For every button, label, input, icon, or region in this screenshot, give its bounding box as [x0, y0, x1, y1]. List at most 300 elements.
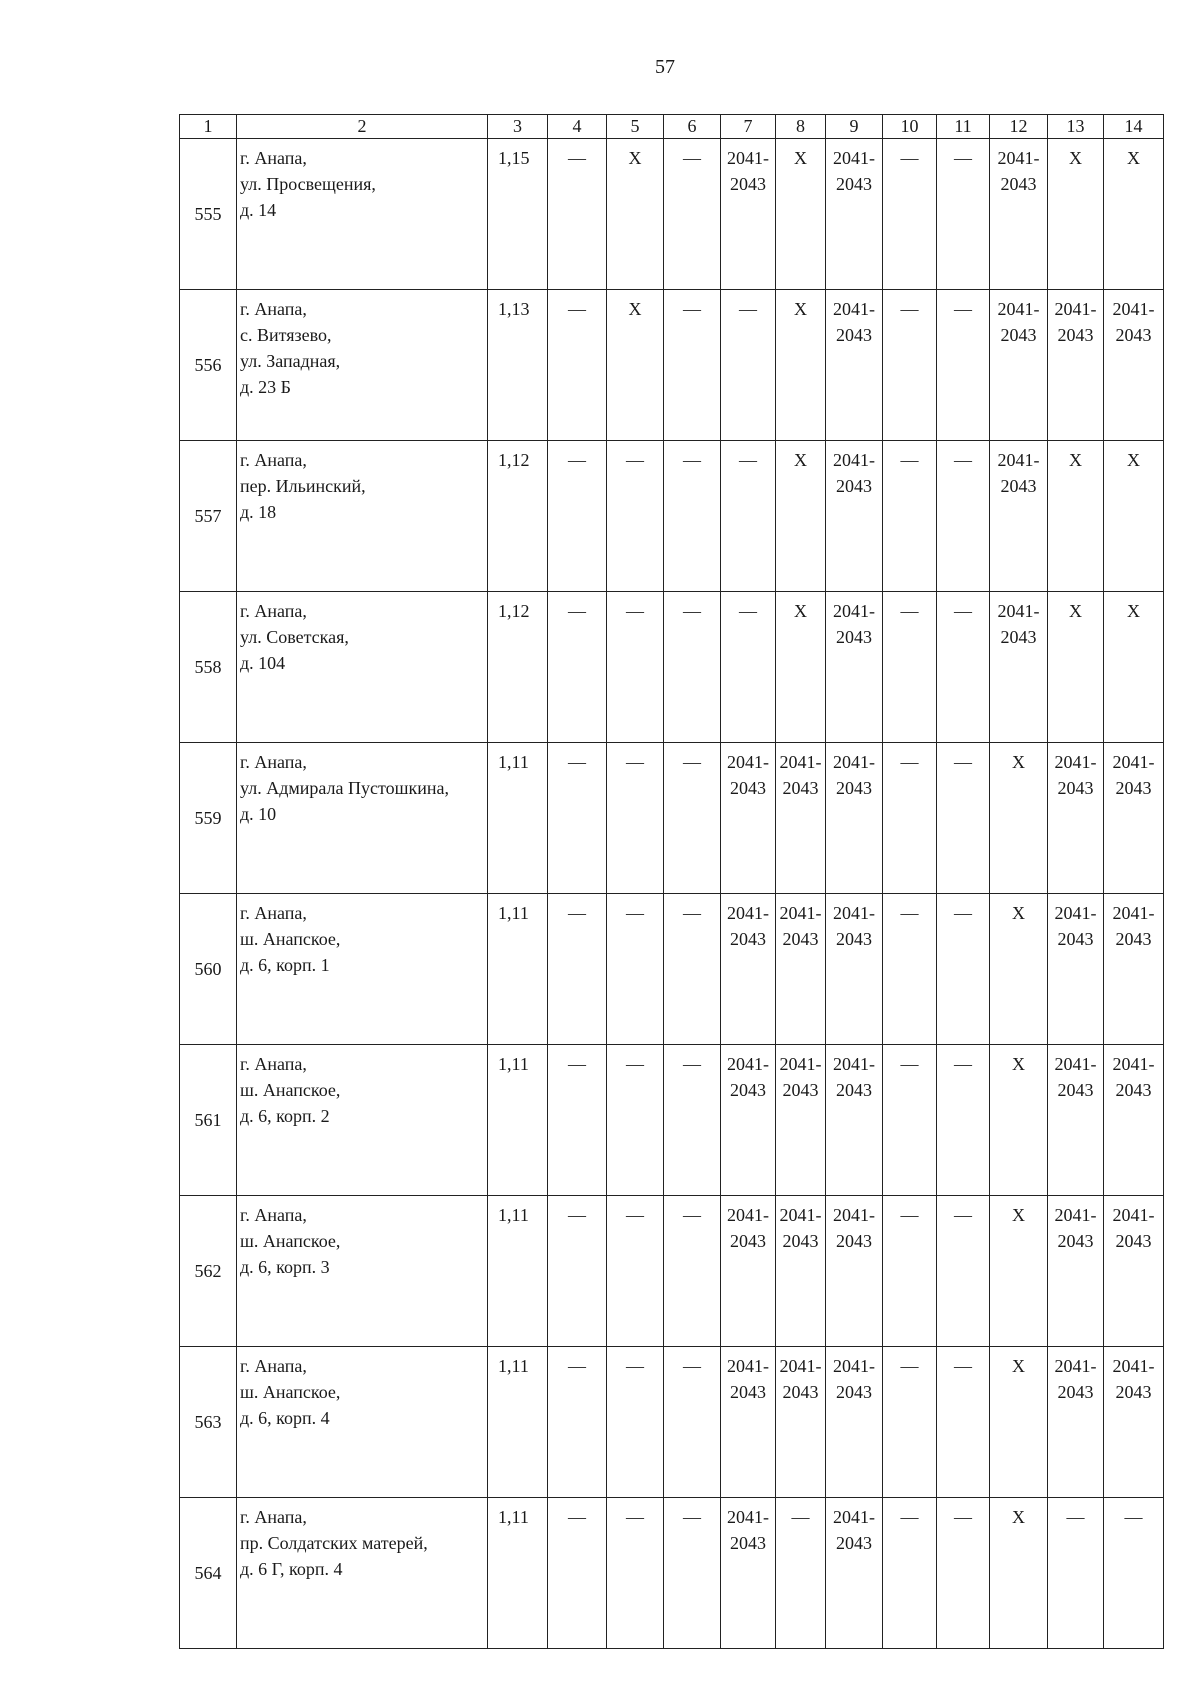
address-cell [237, 1498, 488, 1649]
value-text: — [900, 1356, 919, 1376]
address-cell [237, 441, 488, 592]
value-text: 2041- [1112, 1356, 1155, 1376]
value-cell [776, 1196, 826, 1347]
rate-cell: 1,11 [488, 1498, 548, 1649]
value-cell [548, 1045, 607, 1196]
value-text: 2043 [836, 627, 872, 647]
value-text: 2041- [1112, 299, 1155, 319]
header-cell: 8 [776, 115, 826, 139]
value-text: 2041- [833, 752, 875, 772]
value-cell [548, 441, 607, 592]
value-text: X [1127, 148, 1140, 168]
value-text: — [900, 1054, 919, 1074]
value-text: 2041- [1112, 1054, 1155, 1074]
value-cell [937, 139, 990, 290]
value-text: — [954, 752, 972, 772]
address-line: д. 23 Б [240, 377, 291, 397]
value-cell [883, 1498, 937, 1649]
value-text: 2041- [779, 752, 822, 772]
value-text: 2043 [1115, 1382, 1152, 1402]
value-text: 2041- [727, 752, 769, 772]
value-cell [826, 743, 883, 894]
value-cell [826, 139, 883, 290]
value-text: — [568, 1054, 586, 1074]
value-text: — [626, 1205, 644, 1225]
value-text: — [900, 752, 919, 772]
address-line: г. Анапа, [240, 299, 307, 319]
value-cell [607, 1045, 664, 1196]
value-text: — [626, 1054, 644, 1074]
rate-cell: 1,12 [488, 592, 548, 743]
address-cell [237, 290, 488, 441]
value-text: 2041- [833, 601, 875, 621]
table-row [180, 139, 1164, 290]
address-line: ш. Анапское, [240, 1382, 341, 1402]
address-line: г. Анапа, [240, 1356, 307, 1376]
value-text: 2043 [782, 1382, 819, 1402]
value-text: 2043 [1115, 1080, 1152, 1100]
value-text: — [626, 1356, 644, 1376]
rate-cell: 1,13 [488, 290, 548, 441]
value-text: — [568, 903, 586, 923]
value-cell [664, 743, 721, 894]
value-cell [1048, 1498, 1104, 1649]
value-text: — [568, 601, 586, 621]
value-cell [721, 441, 776, 592]
address-line: с. Витязево, [240, 325, 332, 345]
rate-cell: 1,12 [488, 441, 548, 592]
value-text: — [683, 1507, 701, 1527]
value-text: 2043 [730, 1231, 766, 1251]
value-cell [990, 1498, 1048, 1649]
value-cell [607, 743, 664, 894]
value-text: 2041- [1112, 903, 1155, 923]
rate-cell: 1,11 [488, 894, 548, 1045]
value-cell [883, 1045, 937, 1196]
value-cell [664, 1045, 721, 1196]
value-text: 2041- [727, 148, 769, 168]
value-cell [721, 1347, 776, 1498]
address-cell [237, 1045, 488, 1196]
value-text: — [683, 299, 701, 319]
value-text: — [900, 299, 919, 319]
value-text: 2043 [782, 1231, 819, 1251]
value-text: 2043 [836, 929, 872, 949]
value-text: X [628, 148, 642, 168]
value-cell [548, 139, 607, 290]
value-text: 2043 [782, 1080, 819, 1100]
value-text: 2043 [782, 778, 819, 798]
value-text: — [683, 1054, 701, 1074]
value-text: X [1012, 903, 1025, 923]
value-text: 2043 [836, 778, 872, 798]
header-cell: 10 [883, 115, 937, 139]
address-line: д. 6, корп. 3 [240, 1257, 330, 1277]
value-cell [826, 592, 883, 743]
address-line: д. 6, корп. 2 [240, 1106, 330, 1126]
value-cell [1048, 1045, 1104, 1196]
value-cell [776, 290, 826, 441]
value-text: 2043 [1000, 325, 1037, 345]
value-text: — [900, 903, 919, 923]
value-text: X [1069, 601, 1082, 621]
header-cell: 13 [1048, 115, 1104, 139]
value-text: — [683, 148, 701, 168]
address-cell [237, 592, 488, 743]
value-cell [721, 290, 776, 441]
value-cell [776, 894, 826, 1045]
address-line: г. Анапа, [240, 601, 307, 621]
value-cell [883, 1347, 937, 1498]
value-text: 2041- [727, 1507, 769, 1527]
value-cell [721, 1196, 776, 1347]
value-cell [883, 139, 937, 290]
rate-cell: 1,11 [488, 1196, 548, 1347]
address-line: г. Анапа, [240, 1054, 307, 1074]
value-text: 2041- [1054, 752, 1097, 772]
header-cell: 5 [607, 115, 664, 139]
value-cell [826, 1045, 883, 1196]
value-text: 2043 [836, 1533, 872, 1553]
value-cell [1104, 290, 1164, 441]
value-text: — [568, 1356, 586, 1376]
table-row [180, 743, 1164, 894]
value-text: 2041- [833, 1507, 875, 1527]
value-text: X [1012, 1054, 1025, 1074]
address-line: д. 6, корп. 1 [240, 955, 330, 975]
value-cell [607, 290, 664, 441]
value-cell [776, 441, 826, 592]
header-cell: 1 [180, 115, 237, 139]
table-row [180, 441, 1164, 592]
header-cell: 7 [721, 115, 776, 139]
value-text: 2043 [730, 929, 766, 949]
value-text: 2043 [1057, 1382, 1094, 1402]
value-text: 2043 [730, 1533, 766, 1553]
value-cell [1048, 1196, 1104, 1347]
value-text: 2043 [836, 174, 872, 194]
value-cell [776, 1045, 826, 1196]
address-line: д. 104 [240, 653, 286, 673]
value-cell [990, 441, 1048, 592]
value-cell [883, 290, 937, 441]
value-cell [990, 1045, 1048, 1196]
value-text: 2041- [1054, 903, 1097, 923]
value-cell [937, 592, 990, 743]
value-text: 2043 [1000, 174, 1037, 194]
value-text: — [683, 752, 701, 772]
value-cell [607, 894, 664, 1045]
value-text: — [900, 1205, 919, 1225]
value-cell [548, 1498, 607, 1649]
address-line: д. 6, корп. 4 [240, 1408, 330, 1428]
address-line: г. Анапа, [240, 1507, 307, 1527]
address-line: д. 18 [240, 502, 277, 522]
value-cell [990, 1196, 1048, 1347]
address-cell [237, 743, 488, 894]
value-text: 2041- [727, 1356, 769, 1376]
value-cell [937, 441, 990, 592]
value-text: — [954, 903, 972, 923]
header-cell: 2 [237, 115, 488, 139]
value-cell [937, 1498, 990, 1649]
value-text: 2043 [836, 325, 872, 345]
address-cell [237, 1347, 488, 1498]
value-text: — [626, 601, 644, 621]
value-text: — [568, 1507, 586, 1527]
header-cell: 6 [664, 115, 721, 139]
value-text: 2041- [833, 903, 875, 923]
value-text: 2043 [836, 1382, 872, 1402]
value-text: 2043 [1115, 1231, 1152, 1251]
value-cell [664, 441, 721, 592]
value-text: 2041- [727, 1205, 769, 1225]
table-row [180, 1196, 1164, 1347]
value-cell [1104, 1196, 1164, 1347]
header-cell: 3 [488, 115, 548, 139]
value-cell [548, 743, 607, 894]
address-line: г. Анапа, [240, 1205, 307, 1225]
value-text: — [954, 1205, 972, 1225]
value-cell [883, 1196, 937, 1347]
value-cell [776, 1347, 826, 1498]
value-text: X [1012, 1356, 1025, 1376]
value-cell [548, 1196, 607, 1347]
value-cell [937, 1347, 990, 1498]
value-text: 2043 [836, 1080, 872, 1100]
rate-cell: 1,11 [488, 743, 548, 894]
row-number: 556 [180, 290, 237, 441]
value-text: 2043 [730, 778, 766, 798]
value-text: 2043 [1000, 476, 1037, 496]
row-number: 563 [180, 1347, 237, 1498]
row-number: 555 [180, 139, 237, 290]
value-cell [937, 743, 990, 894]
value-cell [826, 894, 883, 1045]
address-line: ул. Просвещения, [240, 174, 376, 194]
address-line: ул. Адмирала Пустошкина, [240, 778, 449, 798]
row-number: 559 [180, 743, 237, 894]
value-cell [883, 441, 937, 592]
value-text: — [683, 450, 701, 470]
value-cell [664, 592, 721, 743]
value-text: 2041- [833, 299, 875, 319]
value-cell [607, 139, 664, 290]
value-cell [937, 1045, 990, 1196]
value-text: X [628, 299, 642, 319]
value-cell [1104, 592, 1164, 743]
value-cell [664, 894, 721, 1045]
address-line: д. 6 Г, корп. 4 [240, 1559, 343, 1579]
value-text: — [954, 1054, 972, 1074]
value-text: 2041- [997, 601, 1040, 621]
value-cell [607, 592, 664, 743]
address-line: ш. Анапское, [240, 929, 341, 949]
value-text: — [954, 1507, 972, 1527]
value-text: X [1069, 148, 1082, 168]
value-text: — [900, 1507, 919, 1527]
rate-cell: 1,11 [488, 1347, 548, 1498]
value-cell [721, 139, 776, 290]
value-text: — [683, 903, 701, 923]
value-cell [990, 1347, 1048, 1498]
table-row [180, 290, 1164, 441]
value-text: — [1124, 1507, 1143, 1527]
value-text: 2041- [1054, 299, 1097, 319]
value-cell [990, 290, 1048, 441]
value-text: 2043 [730, 1382, 766, 1402]
value-text: — [900, 148, 919, 168]
value-text: 2043 [1057, 1231, 1094, 1251]
address-cell [237, 894, 488, 1045]
value-text: X [1012, 1507, 1025, 1527]
value-text: 2043 [1115, 929, 1152, 949]
value-text: 2043 [836, 476, 872, 496]
value-cell [721, 1498, 776, 1649]
value-text: 2041- [727, 1054, 769, 1074]
value-cell [883, 894, 937, 1045]
value-cell [937, 894, 990, 1045]
value-text: 2043 [1115, 325, 1152, 345]
row-number: 564 [180, 1498, 237, 1649]
value-text: — [683, 1205, 701, 1225]
table-row [180, 592, 1164, 743]
value-cell [826, 1196, 883, 1347]
row-number: 560 [180, 894, 237, 1045]
value-cell [776, 592, 826, 743]
value-text: 2041- [779, 1205, 822, 1225]
row-number: 561 [180, 1045, 237, 1196]
value-text: 2041- [779, 1054, 822, 1074]
value-text: — [568, 450, 586, 470]
value-cell [826, 1498, 883, 1649]
address-line: г. Анапа, [240, 752, 307, 772]
value-text: 2043 [730, 1080, 766, 1100]
value-text: — [739, 450, 757, 470]
address-cell [237, 1196, 488, 1347]
address-line: д. 14 [240, 200, 277, 220]
value-cell [548, 290, 607, 441]
value-text: 2043 [1057, 325, 1094, 345]
value-cell [1048, 894, 1104, 1045]
header-cell: 14 [1104, 115, 1164, 139]
table-row [180, 894, 1164, 1045]
header-cell: 9 [826, 115, 883, 139]
value-cell [664, 1498, 721, 1649]
value-cell [990, 743, 1048, 894]
value-cell [664, 290, 721, 441]
value-cell [1104, 894, 1164, 1045]
address-line: г. Анапа, [240, 148, 307, 168]
table-row [180, 1347, 1164, 1498]
value-cell [1048, 592, 1104, 743]
address-line: д. 10 [240, 804, 277, 824]
value-text: — [739, 601, 757, 621]
value-text: 2043 [1057, 929, 1094, 949]
value-text: — [683, 601, 701, 621]
value-cell [721, 743, 776, 894]
address-line: пр. Солдатских матерей, [240, 1533, 428, 1553]
header-row [180, 115, 1164, 139]
value-text: — [626, 903, 644, 923]
address-cell [237, 139, 488, 290]
value-cell [607, 441, 664, 592]
value-text: — [1066, 1507, 1085, 1527]
header-cell: 11 [937, 115, 990, 139]
value-cell [1104, 743, 1164, 894]
value-cell [1048, 441, 1104, 592]
value-text: 2041- [997, 299, 1040, 319]
value-text: 2041- [1112, 1205, 1155, 1225]
value-text: 2041- [779, 1356, 822, 1376]
value-text: 2043 [836, 1231, 872, 1251]
value-text: — [900, 601, 919, 621]
value-cell [776, 743, 826, 894]
value-cell [664, 139, 721, 290]
value-text: — [954, 299, 972, 319]
value-text: — [568, 1205, 586, 1225]
value-text: X [794, 299, 807, 319]
row-number: 557 [180, 441, 237, 592]
value-text: 2041- [997, 450, 1040, 470]
value-text: X [1012, 752, 1025, 772]
value-cell [1104, 441, 1164, 592]
value-text: — [568, 148, 586, 168]
row-number: 562 [180, 1196, 237, 1347]
value-text: — [954, 601, 972, 621]
value-cell [721, 592, 776, 743]
value-text: 2043 [782, 929, 819, 949]
value-text: X [1012, 1205, 1025, 1225]
value-text: 2041- [833, 148, 875, 168]
value-cell [721, 1045, 776, 1196]
value-cell [990, 894, 1048, 1045]
value-text: 2041- [1054, 1205, 1097, 1225]
value-text: 2043 [1057, 778, 1094, 798]
value-text: X [794, 148, 807, 168]
value-cell [548, 894, 607, 1045]
value-text: — [626, 1507, 644, 1527]
value-text: — [568, 752, 586, 772]
value-text: 2041- [1112, 752, 1155, 772]
value-cell [883, 592, 937, 743]
value-cell [1104, 1347, 1164, 1498]
value-cell [776, 1498, 826, 1649]
value-cell [664, 1196, 721, 1347]
value-cell [937, 1196, 990, 1347]
value-cell [883, 743, 937, 894]
value-cell [607, 1196, 664, 1347]
value-text: 2041- [833, 1054, 875, 1074]
value-text: 2041- [779, 903, 822, 923]
value-text: X [1127, 450, 1140, 470]
value-text: — [954, 1356, 972, 1376]
page-number: 57 [655, 56, 675, 78]
value-cell [548, 1347, 607, 1498]
rate-cell: 1,11 [488, 1045, 548, 1196]
address-line: ш. Анапское, [240, 1231, 341, 1251]
value-cell [1104, 139, 1164, 290]
address-line: ул. Западная, [240, 351, 341, 371]
table-row [180, 1498, 1164, 1649]
value-cell [937, 290, 990, 441]
value-cell [990, 139, 1048, 290]
value-text: — [568, 299, 586, 319]
header-cell: 12 [990, 115, 1048, 139]
address-line: ул. Советская, [240, 627, 349, 647]
value-cell [1104, 1498, 1164, 1649]
value-cell [1048, 139, 1104, 290]
